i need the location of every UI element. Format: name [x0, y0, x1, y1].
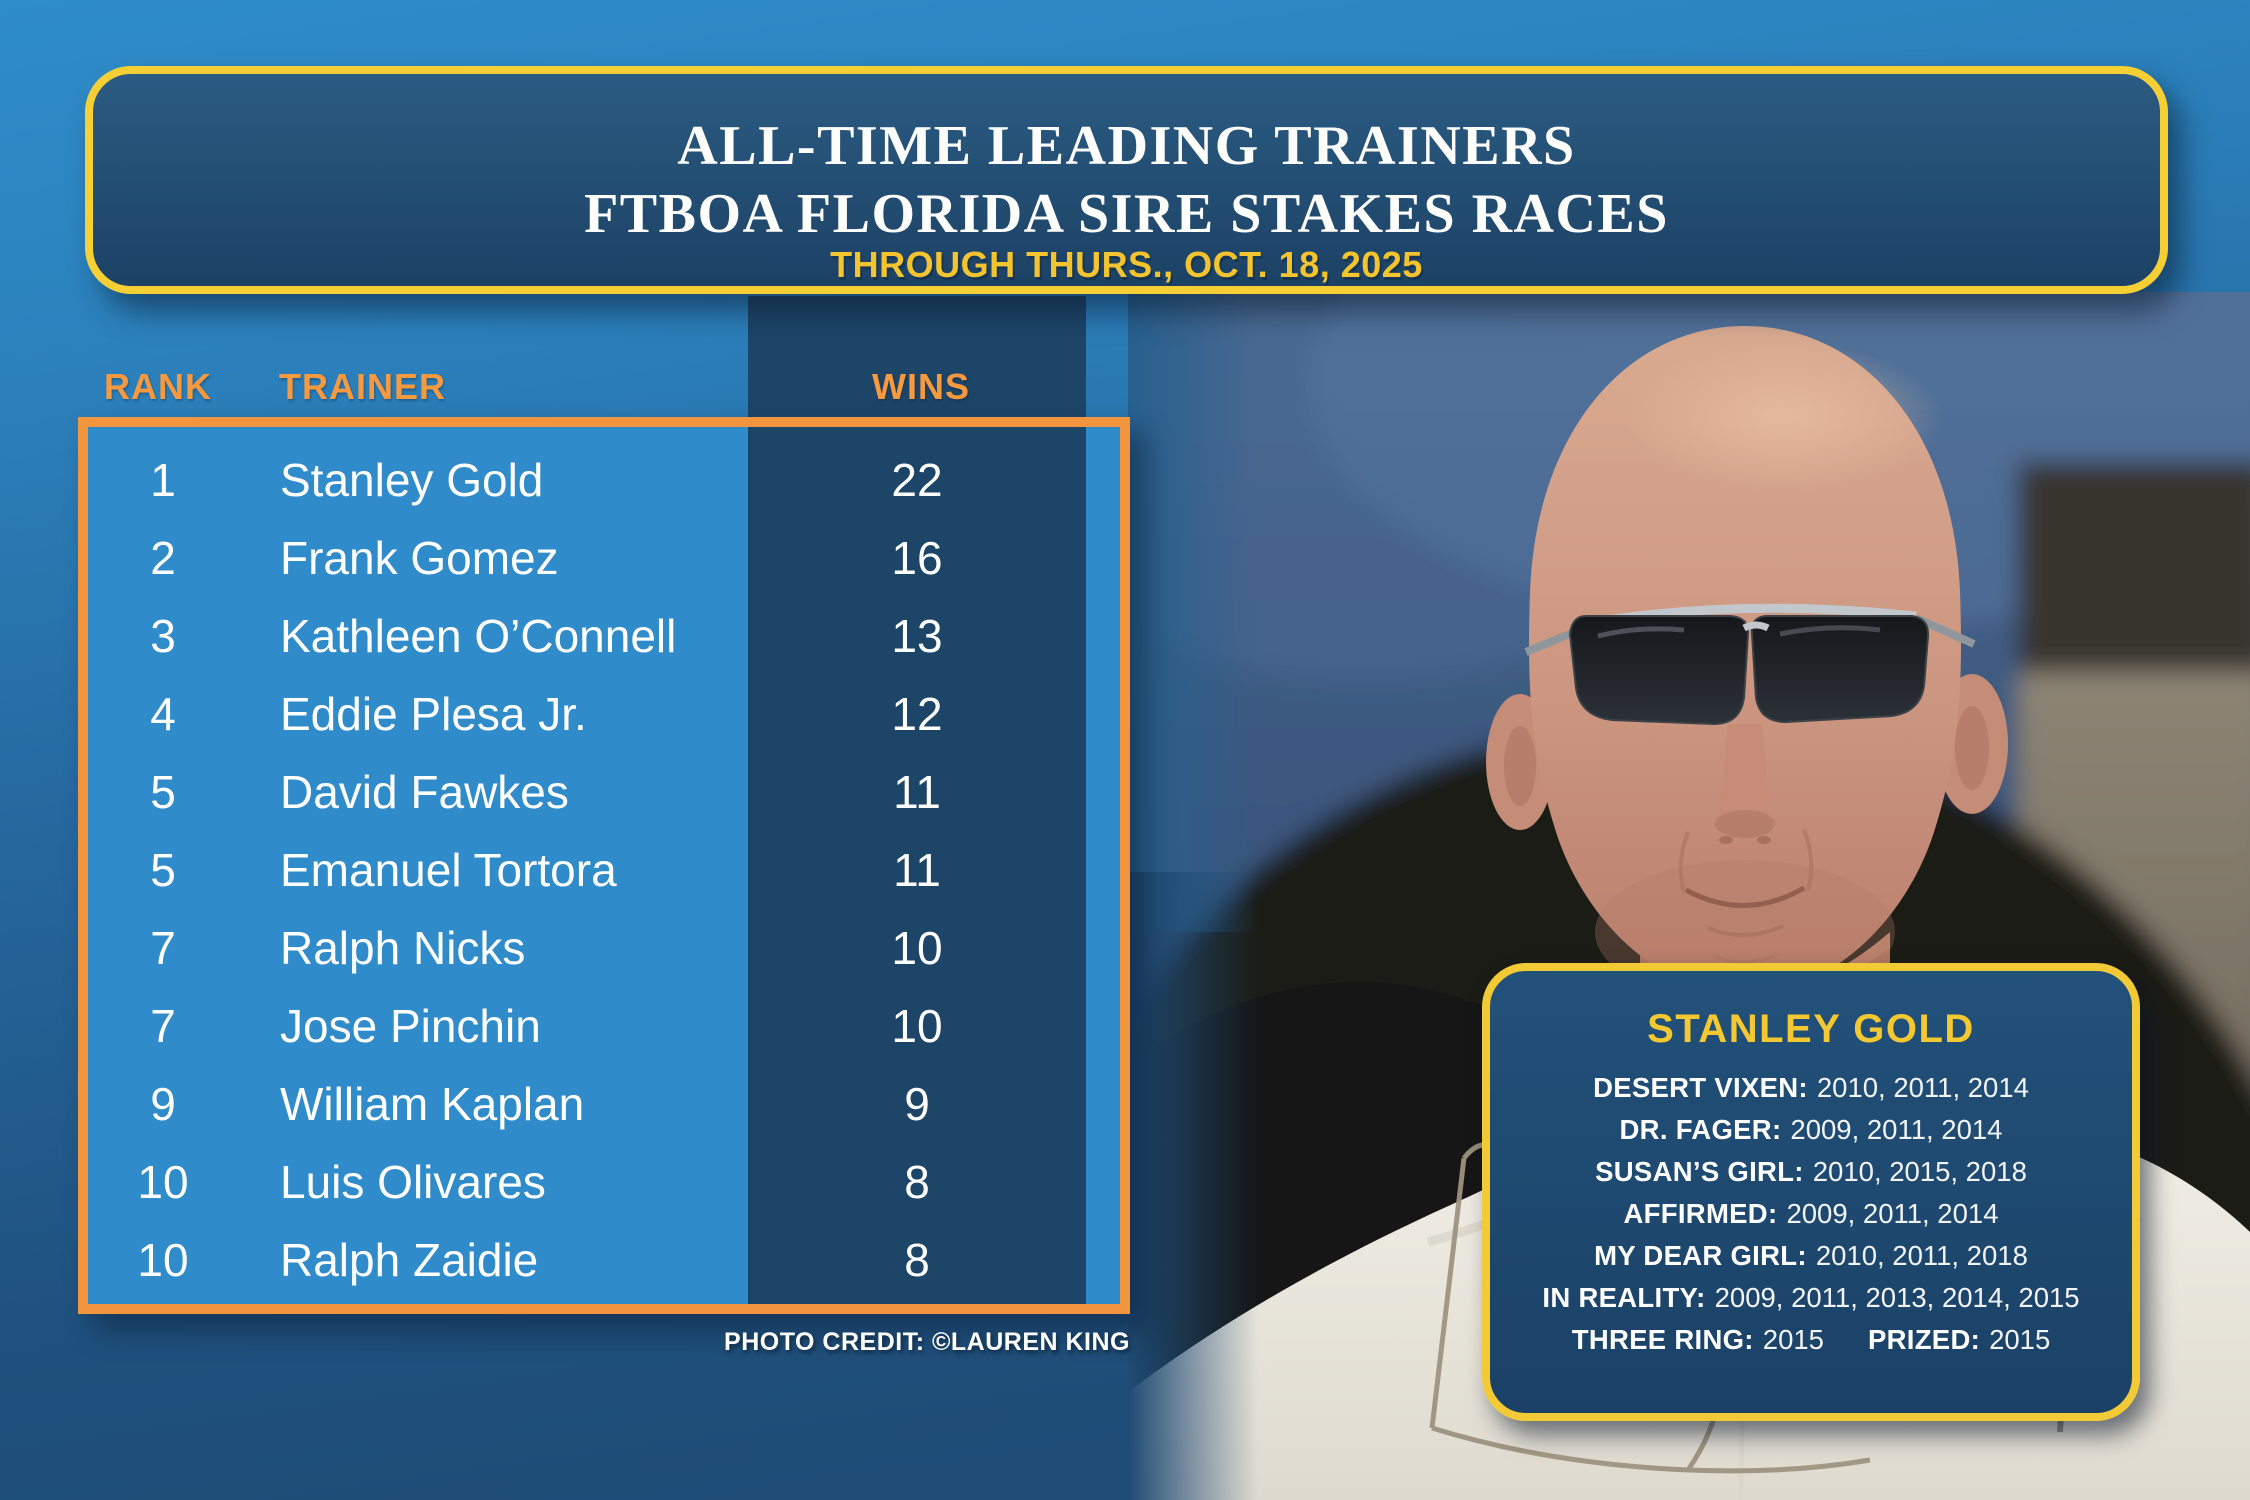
horse-label: THREE RING:: [1571, 1324, 1754, 1355]
table-rows: [88, 427, 1120, 1304]
trainer-cell: David Fawkes: [280, 766, 569, 818]
photo-left-fade: [1128, 292, 1258, 932]
table-row: [88, 597, 1120, 675]
column-header-wins: WINS: [872, 366, 970, 407]
trainer-cell: Frank Gomez: [280, 532, 559, 584]
wins-cell: 22: [891, 454, 943, 506]
horse-years-2: 2015: [1989, 1324, 2051, 1355]
rank-cell: 4: [150, 688, 176, 740]
horse-label-2: PRIZED:: [1867, 1324, 1981, 1355]
table-row: [88, 441, 1120, 519]
trainer-cell: Stanley Gold: [280, 454, 544, 506]
wins-cell: 13: [891, 610, 943, 662]
table-row: [88, 987, 1120, 1065]
wins-cell: 11: [893, 844, 941, 896]
rank-cell: 3: [150, 610, 176, 662]
standings-table: [78, 417, 1130, 1314]
horse-years: 2010, 2011, 2018: [1815, 1240, 2028, 1271]
callout-title: STANLEY GOLD: [1647, 1007, 1975, 1051]
horse-label: MY DEAR GIRL:: [1594, 1240, 1807, 1271]
wins-cell: 10: [891, 1000, 943, 1052]
title-line-1: ALL-TIME LEADING TRAINERS: [677, 115, 1576, 177]
wins-cell: 8: [904, 1156, 930, 1208]
rank-cell: 10: [137, 1156, 189, 1208]
trainer-cell: Luis Olivares: [280, 1156, 546, 1208]
table-row: [88, 1143, 1120, 1221]
title-line-2: FTBOA FLORIDA SIRE STAKES RACES: [584, 183, 1669, 245]
rank-cell: 7: [150, 1000, 176, 1052]
horse-years: 2009, 2011, 2013, 2014, 2015: [1714, 1282, 2080, 1313]
trainer-cell: Ralph Nicks: [280, 922, 526, 974]
table-row: [88, 1221, 1120, 1299]
callout-line: [1490, 1067, 2132, 1109]
wins-cell: 8: [904, 1234, 930, 1286]
horse-years: 2015: [1762, 1324, 1824, 1355]
callout-line: [1490, 1109, 2132, 1151]
horse-years: 2010, 2015, 2018: [1812, 1156, 2027, 1187]
callout-lines: [1490, 1067, 2132, 1361]
table-row: [88, 831, 1120, 909]
horse-years: 2010, 2011, 2014: [1816, 1072, 2029, 1103]
wins-cell: 12: [891, 688, 943, 740]
rank-cell: 2: [150, 532, 176, 584]
horse-label: AFFIRMED:: [1623, 1198, 1778, 1229]
horse-label: DESERT VIXEN:: [1593, 1072, 1808, 1103]
trainer-cell: William Kaplan: [280, 1078, 585, 1130]
date-line: THROUGH THURS., OCT. 18, 2025: [830, 244, 1423, 285]
trainer-cell: Kathleen O’Connell: [280, 610, 677, 662]
header-box: [85, 66, 2168, 294]
table-row: [88, 675, 1120, 753]
table-row: [88, 519, 1120, 597]
column-header-trainer: TRAINER: [279, 366, 446, 407]
callout-line: [1490, 1319, 2132, 1361]
column-header-rank: RANK: [104, 366, 212, 407]
rank-cell: 10: [137, 1234, 189, 1286]
rank-cell: 7: [150, 922, 176, 974]
trainer-cell: Jose Pinchin: [280, 1000, 541, 1052]
callout-line: [1490, 1235, 2132, 1277]
callout-line: [1490, 1151, 2132, 1193]
stanley-gold-callout: [1482, 963, 2140, 1421]
rank-cell: 9: [150, 1078, 176, 1130]
horse-years: 2009, 2011, 2014: [1790, 1114, 2003, 1145]
wins-cell: 11: [893, 766, 941, 818]
horse-label: IN REALITY:: [1542, 1282, 1706, 1313]
trainer-cell: Eddie Plesa Jr.: [280, 688, 587, 740]
photo-credit: PHOTO CREDIT: ©LAUREN KING: [724, 1328, 1130, 1356]
trainer-cell: Emanuel Tortora: [280, 844, 617, 896]
table-row: [88, 909, 1120, 987]
rank-cell: 5: [150, 844, 176, 896]
horse-label: SUSAN’S GIRL:: [1595, 1156, 1804, 1187]
callout-line: [1490, 1277, 2132, 1319]
wins-cell: 16: [891, 532, 943, 584]
callout-line: [1490, 1193, 2132, 1235]
table-row: [88, 753, 1120, 831]
rank-cell: 5: [150, 766, 176, 818]
table-row: [88, 1065, 1120, 1143]
nose: [1720, 724, 1770, 823]
wins-cell: 9: [904, 1078, 930, 1130]
rank-cell: 1: [150, 454, 176, 506]
horse-years: 2009, 2011, 2014: [1786, 1198, 1999, 1229]
horse-label: DR. FAGER:: [1619, 1114, 1782, 1145]
trainer-cell: Ralph Zaidie: [280, 1234, 539, 1286]
wins-cell: 10: [891, 922, 943, 974]
